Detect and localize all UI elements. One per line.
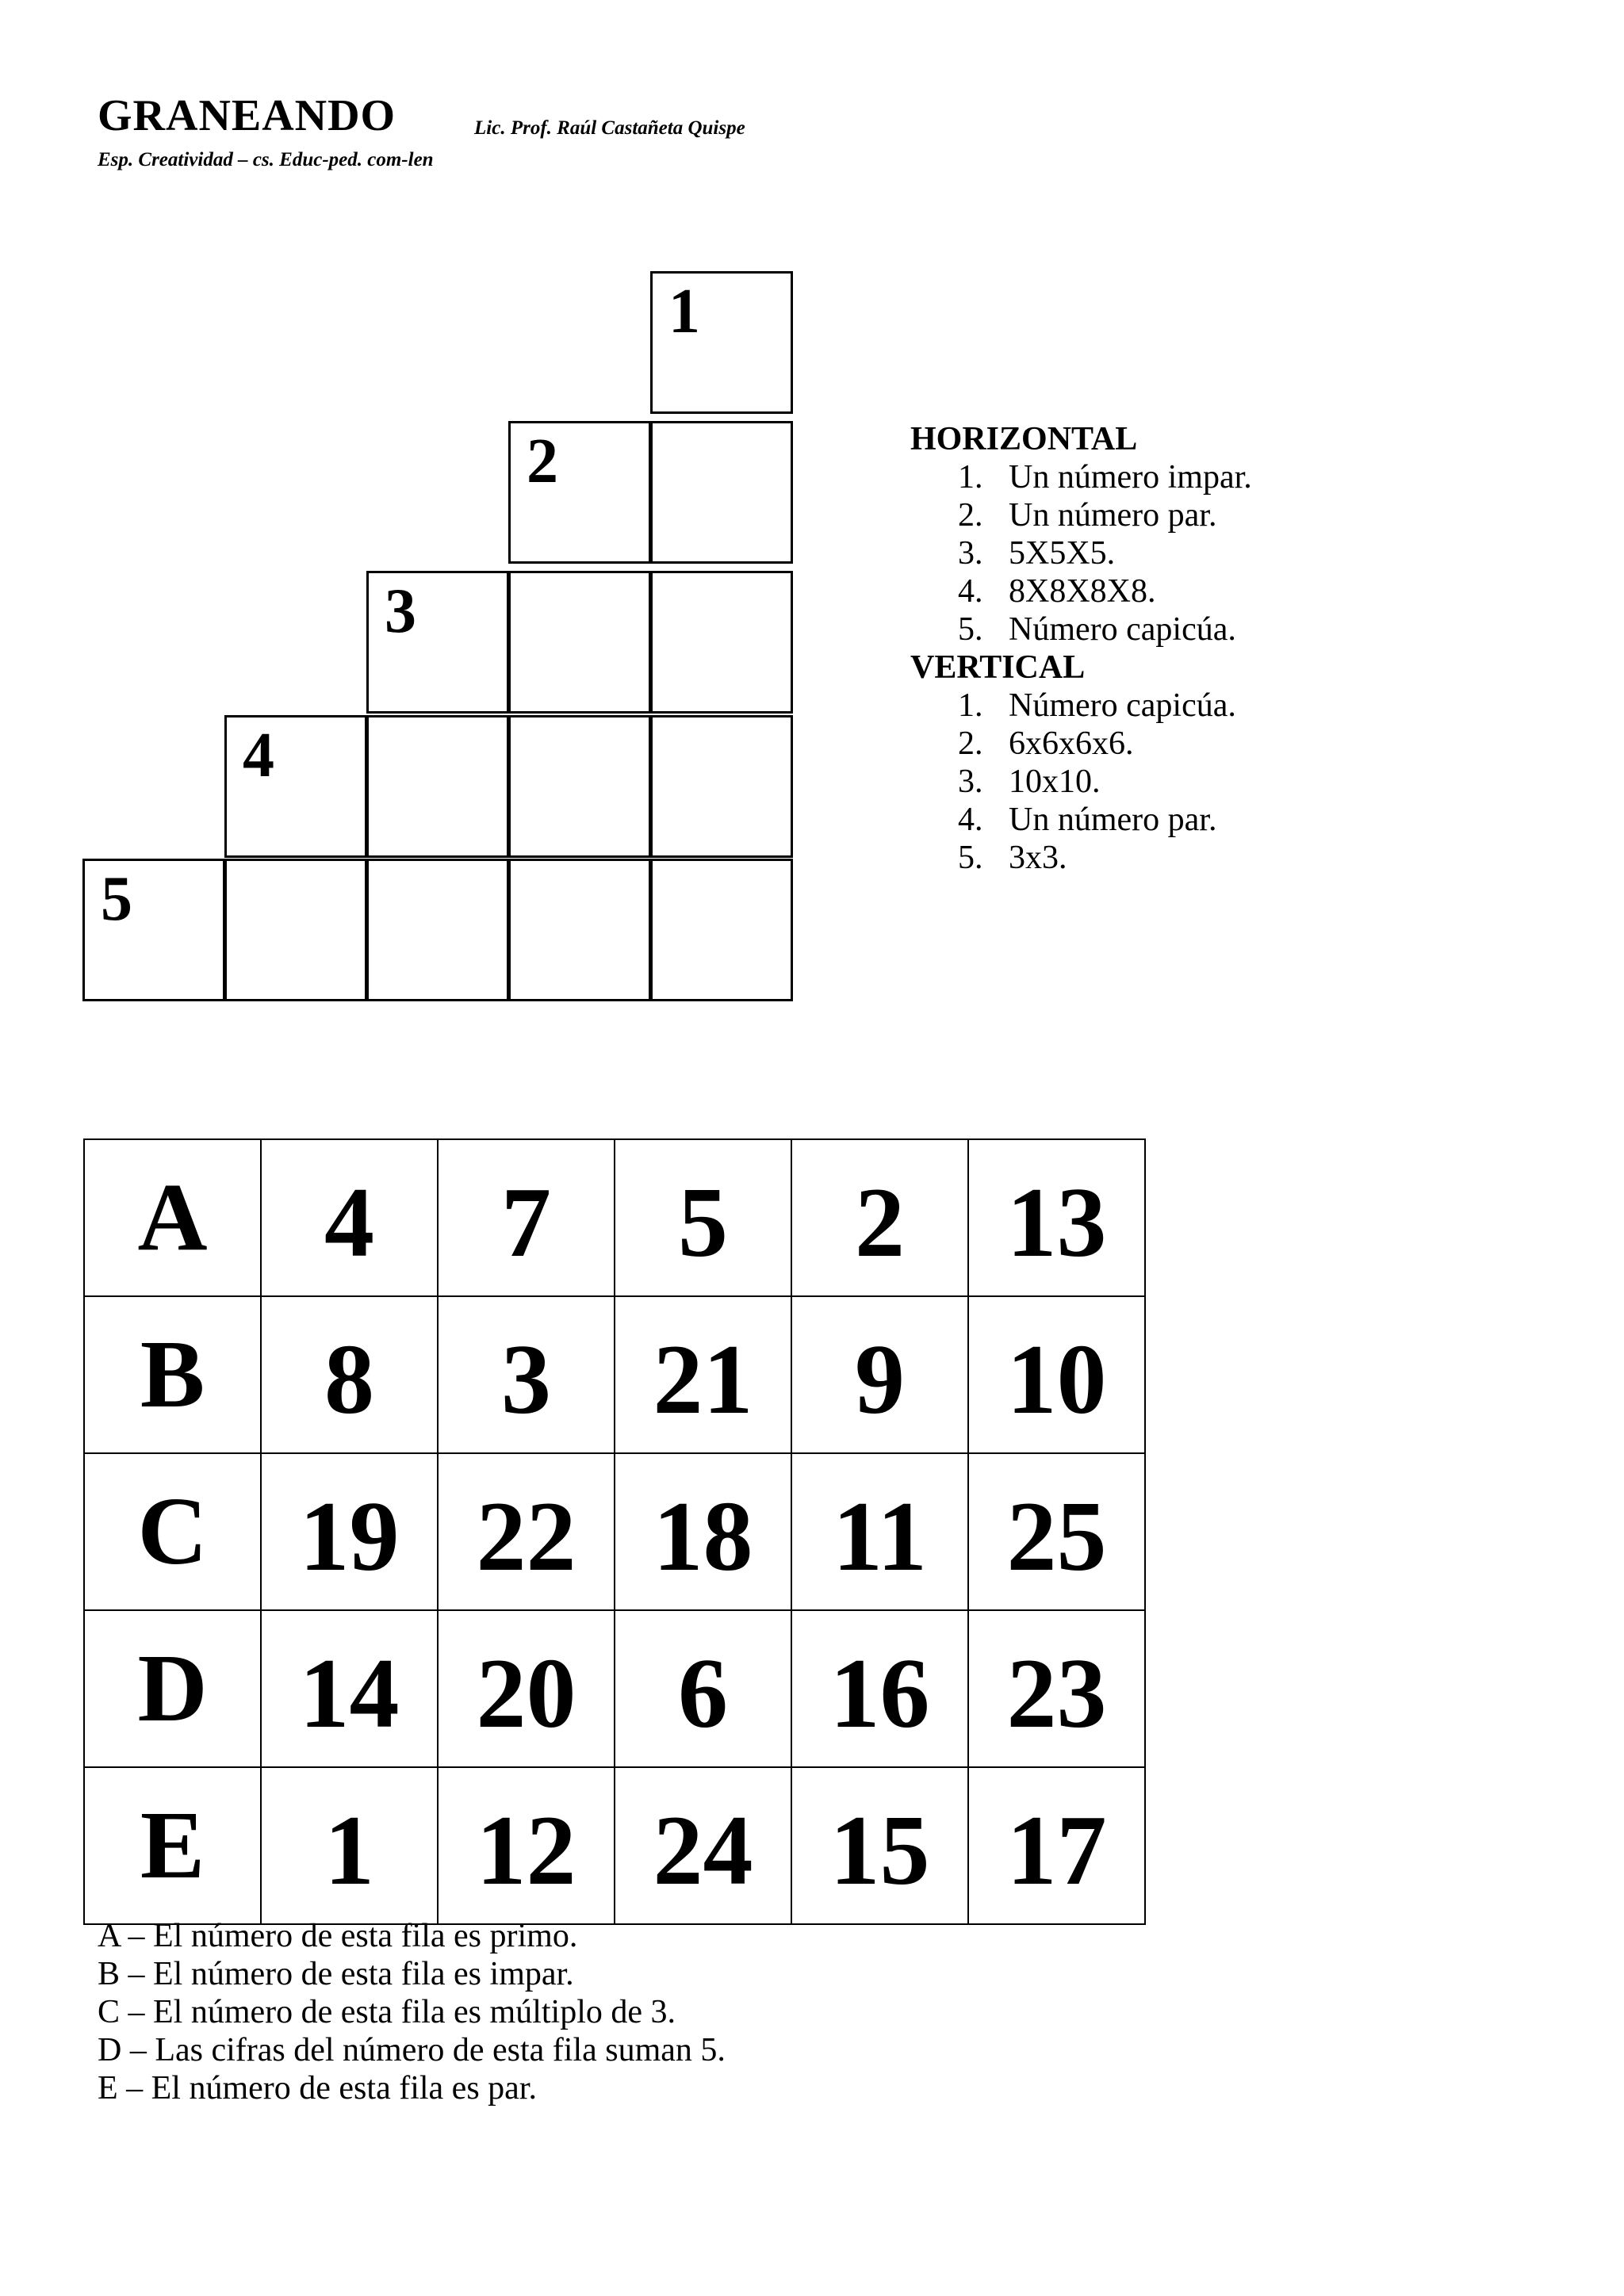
page-title: GRANEANDO [98, 91, 396, 140]
table-row [84, 1610, 1145, 1767]
table-cell: 23 [968, 1610, 1145, 1767]
table-cell: 1 [261, 1767, 438, 1924]
grid-cell-3-5[interactable] [650, 571, 793, 714]
row-letter: A [84, 1139, 261, 1296]
table-cell: 16 [791, 1610, 968, 1767]
table-cell: 4 [261, 1139, 438, 1296]
table-cell: 22 [438, 1453, 615, 1610]
table-cell: 24 [615, 1767, 791, 1924]
clues-panel [910, 420, 1252, 877]
clue-item: 1. Un número impar. [958, 459, 1252, 496]
grid-cell-4-5[interactable] [650, 715, 793, 858]
clue-item: 5. 3x3. [958, 840, 1067, 876]
rule-item: C – El número de esta fila es múltiplo de 3. [98, 1994, 676, 2030]
grid-label-1: 1 [668, 277, 700, 346]
grid-cell-4-3[interactable] [366, 715, 509, 858]
rules-list [98, 1917, 726, 2107]
grid-label-3: 3 [385, 576, 416, 646]
table-cell: 6 [615, 1610, 791, 1767]
table-cell: 7 [438, 1139, 615, 1296]
table-cell: 25 [968, 1453, 1145, 1610]
horizontal-heading: HORIZONTAL [910, 421, 1138, 457]
clue-item: 1. Número capicúa. [958, 687, 1236, 724]
grid-cell-5-1[interactable] [82, 859, 225, 1001]
table-cell: 2 [791, 1139, 968, 1296]
table-cell: 14 [261, 1610, 438, 1767]
row-letter: B [84, 1296, 261, 1453]
author-name: Lic. Prof. Raúl Castañeta Quispe [474, 117, 745, 139]
grid-cell-5-2[interactable] [224, 859, 367, 1001]
grid-cell-4-4[interactable] [508, 715, 651, 858]
table-cell: 12 [438, 1767, 615, 1924]
table-cell: 10 [968, 1296, 1145, 1453]
grid-cell-3-3[interactable] [366, 571, 509, 714]
grid-cell-3-4[interactable] [508, 571, 651, 714]
row-letter: E [84, 1767, 261, 1924]
grid-label-5: 5 [101, 864, 132, 934]
page-subtitle: Esp. Creatividad – cs. Educ-ped. com-len [98, 149, 434, 170]
grid-cell-5-3[interactable] [366, 859, 509, 1001]
rule-item: B – El número de esta fila es impar. [98, 1956, 574, 1992]
grid-cell-2-5[interactable] [650, 421, 793, 564]
grid-cell-2-4[interactable] [508, 421, 651, 564]
table-cell: 8 [261, 1296, 438, 1453]
clue-item: 3. 5X5X5. [958, 535, 1116, 572]
grid-cell-5-4[interactable] [508, 859, 651, 1001]
rule-item: E – El número de esta fila es par. [98, 2070, 537, 2107]
clue-item: 3. 10x10. [958, 763, 1101, 800]
table-cell: 15 [791, 1767, 968, 1924]
rule-item: D – Las cifras del número de esta fila suman 5. [98, 2032, 726, 2068]
table-row [84, 1767, 1145, 1924]
table-cell: 5 [615, 1139, 791, 1296]
grid-cell-4-2[interactable] [224, 715, 367, 858]
table-cell: 21 [615, 1296, 791, 1453]
table-row [84, 1139, 1145, 1296]
vertical-heading: VERTICAL [910, 649, 1086, 686]
grid-cell-1-5[interactable] [650, 271, 793, 414]
table-cell: 13 [968, 1139, 1145, 1296]
number-table [83, 1138, 1146, 1925]
table-cell: 17 [968, 1767, 1145, 1924]
row-letter: D [84, 1610, 261, 1767]
table-cell: 19 [261, 1453, 438, 1610]
table-cell: 3 [438, 1296, 615, 1453]
clue-item: 4. 8X8X8X8. [958, 573, 1156, 610]
table-row [84, 1296, 1145, 1453]
row-letter: C [84, 1453, 261, 1610]
clue-item: 2. 6x6x6x6. [958, 725, 1134, 762]
grid-cell-5-5[interactable] [650, 859, 793, 1001]
table-cell: 11 [791, 1453, 968, 1610]
grid-label-4: 4 [243, 721, 274, 790]
clue-item: 4. Un número par. [958, 802, 1217, 838]
clue-item: 2. Un número par. [958, 497, 1217, 534]
table-cell: 18 [615, 1453, 791, 1610]
table-row [84, 1453, 1145, 1610]
table-cell: 20 [438, 1610, 615, 1767]
rule-item: A – El número de esta fila es primo. [98, 1918, 578, 1954]
table-cell: 9 [791, 1296, 968, 1453]
grid-label-2: 2 [527, 427, 558, 496]
clue-item: 5. Número capicúa. [958, 611, 1236, 648]
